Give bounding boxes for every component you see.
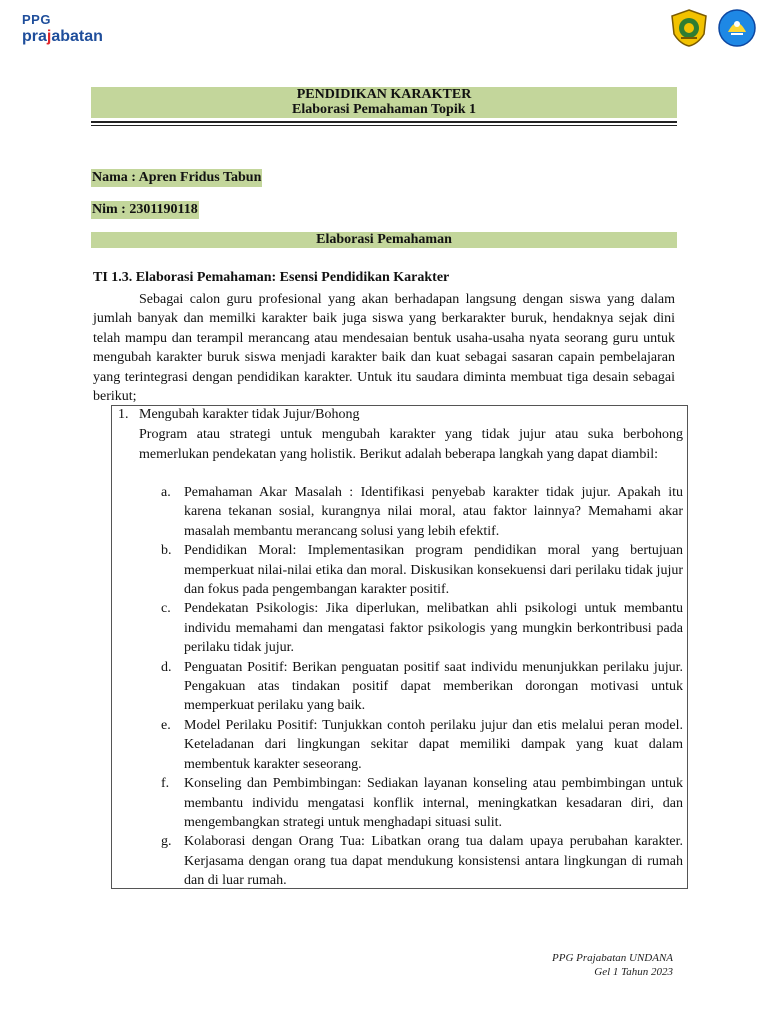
- student-name: Nama : Apren Fridus Tabun: [92, 170, 262, 185]
- tut-wuri-handayani-icon: [716, 8, 758, 48]
- title-divider-thin: [91, 125, 677, 126]
- section-label-band: Elaborasi Pemahaman: [91, 232, 677, 248]
- institution-logos: [668, 8, 758, 48]
- list-item: d. Penguatan Positif: Berikan penguatan positif saat individu menunjukkan perilaku jujur. Pengakuan atas tindakan positif dapat memberikan dorongan motivasi untuk memperkuat perilaku yang baik.: [161, 659, 683, 714]
- title-divider-thick: [91, 121, 677, 123]
- list-item: b. Pendidikan Moral: Implementasikan program pendidikan moral yang bertujuan memperkuat nilai-nilai etika dan moral. Diskusikan konsekuensi dari perilaku tidak jujur dan fokus pada pengembangan karakter positif.: [161, 543, 683, 598]
- page-footer: [552, 951, 673, 979]
- document-subtitle: Elaborasi Pemahaman Topik 1: [292, 102, 476, 117]
- list-item: g. Kolaborasi dengan Orang Tua: Libatkan orang tua dalam upaya perubahan karakter. Kerjasama dengan orang tua dapat mendukung konsistensi antara lingkungan di rumah dan di luar rumah.: [161, 834, 683, 889]
- list-item: c. Pendekatan Psikologis: Jika diperlukan, melibatkan ahli psikologi untuk membantu individu memahami dan mengatasi faktor psikologis yang mungkin berkontribusi pada perilaku tidak jujur.: [161, 601, 683, 656]
- strategy-steps-list: [139, 483, 683, 891]
- list-item: f. Konseling dan Pembimbingan: Sediakan layanan konseling atau pembimbingan untuk membantu individu mengatasi konflik internal, meningkatkan kesadaran diri, dan mengembangkan strategi untuk menghadapi situasi sulit.: [161, 776, 683, 830]
- design-title: 1. Mengubah karakter tidak Jujur/Bohong: [118, 407, 360, 422]
- university-emblem-icon: [668, 8, 710, 48]
- document-title-band: [91, 87, 677, 118]
- logo-prajabatan-text: prajabatan: [22, 28, 103, 45]
- document-title: PENDIDIKAN KARAKTER: [296, 87, 472, 102]
- footer-year: Gel 1 Tahun 2023: [594, 966, 673, 978]
- design-intro-paragraph: Program atau strategi untuk mengubah karakter yang tidak jujur atau suka berbohong memerlukan pendekatan yang holistik. Berikut adalah beberapa langkah yang dapat diambil:: [139, 427, 683, 462]
- intro-paragraph: Sebagai calon guru profesional yang akan berhadapan langsung dengan siswa yang dalam jumlah banyak dan memilki karakter baik juga siswa yang berkarakter buruk, hendaknya sejak dini telah mampu dan terampil merancang atau mendesaian bentuk usaha-usaha nyata seorang guru untuk mengubah karakter buruk siswa menjadi karakter baik dan kuat sebagai sasaran capain pembelajaran yang terintegrasi dengan pendidikan karakter. Untuk itu saudara diminta membuat tiga desain sebagai berikut;: [93, 292, 675, 405]
- ppg-prajabatan-logo: [22, 12, 142, 46]
- list-item: a. Pemahaman Akar Masalah : Identifikasi penyebab karakter tidak jujur. Apakah itu karena tekanan sosial, kurangnya nilai moral, atau faktor lainnya? Memahami akar masalah membantu merancang solusi yang lebih efektif.: [161, 485, 683, 539]
- footer-program: PPG Prajabatan UNDANA: [552, 952, 673, 964]
- task-heading: TI 1.3. Elaborasi Pemahaman: Esensi Pendidikan Karakter: [93, 270, 450, 285]
- logo-ppg-text: PPG: [22, 12, 51, 27]
- list-item: e. Model Perilaku Positif: Tunjukkan contoh perilaku jujur dan etis melalui peran model. Keteladanan dari lingkungan sekitar dapat memiliki dampak yang kuat dalam membentuk karakter seseorang.: [161, 717, 683, 772]
- student-nim: Nim : 2301190118: [92, 202, 198, 217]
